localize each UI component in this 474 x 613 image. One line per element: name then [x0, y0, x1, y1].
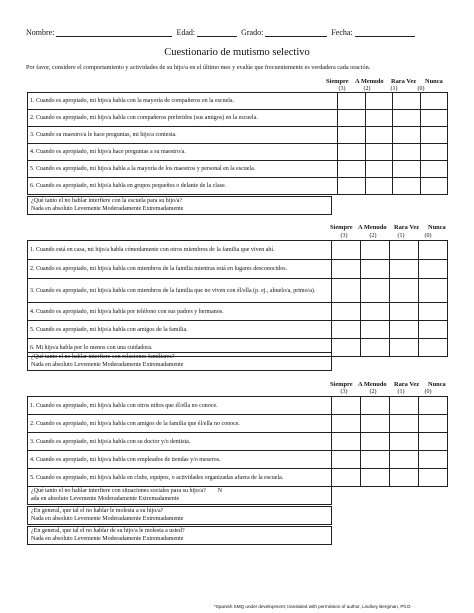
column-a-menudo: A Menudo [355, 78, 384, 85]
answer-cell[interactable] [332, 260, 361, 279]
question-text: 5. Cuando es apropiado, mi hijo/a habla con amigos de la familia. [28, 321, 332, 339]
parent-bother-box[interactable] [27, 526, 332, 545]
question-text: 3. Cuando es apropiado, mi hijo/a habla con miembros de la familia que no viven con él/ella (p. ej., abuelo/a, primo/a). [28, 279, 332, 303]
score-1: (1) [397, 389, 405, 395]
answer-cell[interactable] [393, 127, 420, 144]
question-text: 6. Cuando es apropiado, mi hijo/a habla en grupos pequeños o delante de la clase. [28, 178, 338, 195]
score-3: (3) [338, 86, 346, 92]
page-title: Cuestionario de mutismo selectivo [164, 47, 310, 58]
score-2: (2) [369, 389, 377, 395]
answer-cell[interactable] [390, 303, 419, 321]
answer-cell[interactable] [419, 469, 448, 487]
column-a-menudo: A Menudo [358, 224, 387, 231]
general-scale-parent: Nada en absoluto Levemente Moderadamente Extremadamente [31, 535, 184, 542]
question-text: 4. Cuando es apropiado, mi hijo/a habla con empleados de tiendas y/o meseros. [28, 451, 332, 469]
table-row [28, 110, 448, 127]
answer-cell[interactable] [332, 415, 361, 433]
table-row [28, 127, 448, 144]
general-scale-child: Nada en absoluto Levemente Moderadamente Extremadamente [31, 515, 184, 522]
table-row [28, 260, 448, 279]
answer-cell[interactable] [419, 397, 448, 415]
grade-field[interactable] [265, 28, 327, 37]
table-row [28, 433, 448, 451]
interfere-question: ¿Qué tanto el no hablar interfiere con situaciones sociales para su hijo/a? N [31, 488, 223, 494]
school-table [27, 92, 448, 195]
answer-cell[interactable] [361, 397, 390, 415]
question-text: 1. Cuando está en casa, mi hijo/a habla cómodamente con otros miembros de la familia que viven ahí. [28, 241, 332, 260]
answer-cell[interactable] [361, 339, 390, 357]
table-row [28, 161, 448, 178]
family-interfere-box[interactable] [27, 352, 332, 371]
answer-cell[interactable] [393, 110, 420, 127]
table-row [28, 415, 448, 433]
interfere-scale: Nada en absoluto Levemente Moderadamente Extremadamente [31, 361, 184, 368]
answer-cell[interactable] [332, 397, 361, 415]
table-row [28, 397, 448, 415]
answer-cell[interactable] [393, 161, 420, 178]
answer-cell[interactable] [338, 127, 365, 144]
question-text: 2. Cuando es apropiado, mi hijo/a habla con amigos de la familia que él/ella no conoce. [28, 415, 332, 433]
score-0: (0) [424, 389, 432, 395]
answer-cell[interactable] [390, 260, 419, 279]
question-text: 2. Cuando es apropiado, mi hijo/a habla con miembros de la familia mientras está en lugares desconocidos. [28, 260, 332, 279]
social-table [27, 396, 448, 487]
footer-note: *Spanish SMQ under development; translated with permission of author, Lindsey Bergman, Ph.D [214, 604, 411, 609]
answer-cell[interactable] [390, 397, 419, 415]
name-field[interactable] [56, 28, 172, 37]
answer-cell[interactable] [420, 161, 447, 178]
answer-cell[interactable] [420, 178, 447, 195]
answer-cell[interactable] [338, 144, 365, 161]
score-2: (2) [369, 233, 377, 239]
answer-cell[interactable] [365, 178, 392, 195]
answer-cell[interactable] [393, 144, 420, 161]
question-text: 1. Cuando es apropiado, mi hijo/a habla con otros niños que él/ella no conoce. [28, 397, 332, 415]
table-row [28, 241, 448, 260]
answer-cell[interactable] [390, 451, 419, 469]
answer-cell[interactable] [332, 339, 361, 357]
age-field[interactable] [197, 28, 237, 37]
answer-cell[interactable] [338, 93, 365, 110]
column-siempre: Siempre [330, 224, 353, 231]
question-text: 6. Mi hijo/a habla por lo menos con una cuidadora. [28, 339, 332, 357]
answer-cell[interactable] [419, 279, 448, 303]
general-question-child: ¿En general, que tal el no hablar le molesta a su hijo/a? [31, 508, 164, 514]
answer-cell[interactable] [390, 279, 419, 303]
child-bother-box[interactable] [27, 506, 332, 525]
n-mark: N [217, 488, 223, 494]
column-rara-vez: Rara Vez [394, 224, 420, 231]
answer-cell[interactable] [332, 321, 361, 339]
answer-cell[interactable] [419, 433, 448, 451]
general-question-parent: ¿En general, que tal el no hablar de su hijo/a le molesta a usted? [31, 528, 185, 534]
table-row [28, 279, 448, 303]
answer-cell[interactable] [365, 161, 392, 178]
column-nunca: Nunca [428, 224, 446, 231]
score-3: (3) [340, 389, 348, 395]
answer-cell[interactable] [338, 178, 365, 195]
table-row [28, 178, 448, 195]
table-row [28, 144, 448, 161]
question-text: 2. Cuando es apropiado, mi hijo/a habla con compañeros preferidos (sus amigos) en la escuela. [28, 110, 338, 127]
question-text: 5. Cuando es apropiado, mi hijo/a habla a la mayoría de los maestros y personal en la escuela. [28, 161, 338, 178]
answer-cell[interactable] [420, 110, 447, 127]
answer-cell[interactable] [420, 93, 447, 110]
interfere-scale: Nada en absoluto Levemente Moderadamente Extremadamente [31, 205, 184, 212]
answer-cell[interactable] [361, 279, 390, 303]
age-label: Edad: [176, 28, 196, 37]
answer-cell[interactable] [390, 469, 419, 487]
answer-cell[interactable] [332, 241, 361, 260]
answer-cell[interactable] [365, 144, 392, 161]
answer-cell[interactable] [332, 433, 361, 451]
answer-cell[interactable] [390, 415, 419, 433]
answer-cell[interactable] [419, 415, 448, 433]
answer-cell[interactable] [390, 339, 419, 357]
column-nunca: Nunca [428, 381, 446, 388]
answer-cell[interactable] [365, 127, 392, 144]
score-3: (3) [340, 233, 348, 239]
question-text: 3. Cuando es apropiado, mi hijo/a habla con su doctor y/o dentista. [28, 433, 332, 451]
column-rara-vez: Rara Vez [391, 78, 417, 85]
answer-cell[interactable] [332, 469, 361, 487]
column-siempre: Siempre [326, 78, 349, 85]
interfere-question: ¿Qué tanto el no hablar interfiere con relaciones familiares? [31, 354, 175, 360]
column-nunca: Nunca [425, 78, 443, 85]
answer-cell[interactable] [332, 303, 361, 321]
answer-cell[interactable] [361, 260, 390, 279]
grade-label: Grado: [241, 28, 264, 37]
table-row [28, 321, 448, 339]
question-text: 5. Cuando es apropiado, mi hijo/a habla en clubs, equipos, o actividades organizadas afuera de la escuela. [28, 469, 332, 487]
answer-cell[interactable] [393, 178, 420, 195]
answer-cell[interactable] [365, 110, 392, 127]
interfere-scale: ada en absoluto Levemente Moderadamente Extremadamente [31, 495, 180, 502]
answer-cell[interactable] [419, 339, 448, 357]
answer-cell[interactable] [361, 321, 390, 339]
table-row [28, 93, 448, 110]
interfere-question: ¿Qué tanto el no hablar interfiere con la escuela para su hijo/a? [31, 198, 183, 204]
instructions: Por favor, considere el comportamiento y actividades de su hijo/a en el último mes y evalúe que frecuentemente es verdadera cada oración. [26, 64, 371, 71]
answer-cell[interactable] [361, 451, 390, 469]
answer-cell[interactable] [419, 451, 448, 469]
score-0: (0) [417, 86, 425, 92]
answer-cell[interactable] [419, 260, 448, 279]
answer-cell[interactable] [420, 144, 447, 161]
date-label: Fecha: [331, 28, 353, 37]
column-siempre: Siempre [330, 381, 353, 388]
answer-cell[interactable] [390, 433, 419, 451]
answer-cell[interactable] [419, 241, 448, 260]
answer-cell[interactable] [419, 303, 448, 321]
school-interfere-box[interactable] [27, 196, 332, 215]
name-label: Nombre: [26, 28, 55, 37]
answer-cell[interactable] [361, 433, 390, 451]
score-2: (2) [363, 86, 371, 92]
answer-cell[interactable] [420, 127, 447, 144]
answer-cell[interactable] [332, 451, 361, 469]
answer-cell[interactable] [365, 93, 392, 110]
column-rara-vez: Rara Vez [394, 381, 420, 388]
answer-cell[interactable] [393, 93, 420, 110]
score-1: (1) [397, 233, 405, 239]
answer-cell[interactable] [361, 303, 390, 321]
question-text: 4. Cuando es apropiado, mi hijo/a hace preguntas a su maestro/a. [28, 144, 338, 161]
table-row [28, 303, 448, 321]
score-0: (0) [424, 233, 432, 239]
question-text: 4. Cuando es apropiado, mi hijo/a habla por teléfono con sus padres y hermanos. [28, 303, 332, 321]
answer-cell[interactable] [361, 415, 390, 433]
answer-cell[interactable] [332, 279, 361, 303]
question-text: 1. Cuando es apropiado, mi hijo/a habla con la mayoría de compañeros en la escuela. [28, 93, 338, 110]
table-row [28, 469, 448, 487]
social-interfere-box[interactable] [27, 486, 332, 505]
family-table [27, 240, 448, 357]
question-text: 3. Cuando su maestro/a le hace preguntas, mi hijo/a contesta. [28, 127, 338, 144]
score-1: (1) [390, 86, 398, 92]
answer-cell[interactable] [338, 161, 365, 178]
answer-cell[interactable] [338, 110, 365, 127]
answer-cell[interactable] [361, 469, 390, 487]
answer-cell[interactable] [361, 241, 390, 260]
column-a-menudo: A Menudo [358, 381, 387, 388]
date-field[interactable] [355, 28, 415, 37]
form-header [26, 28, 417, 37]
answer-cell[interactable] [390, 321, 419, 339]
table-row [28, 451, 448, 469]
answer-cell[interactable] [419, 321, 448, 339]
answer-cell[interactable] [390, 241, 419, 260]
